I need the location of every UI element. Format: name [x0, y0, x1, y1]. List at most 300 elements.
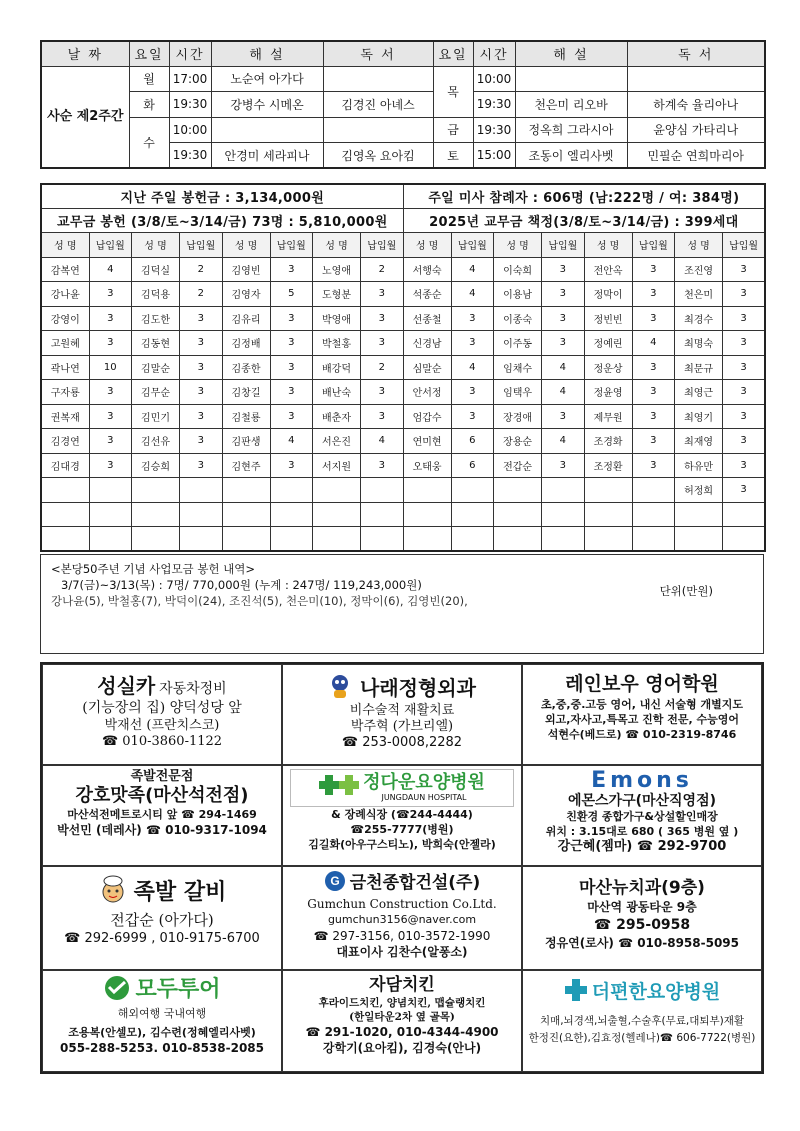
ad-phone: ☎ 253-0008,2282 — [341, 735, 463, 750]
donor-name: 김현주 — [222, 453, 270, 478]
ad-line: 마산석전메트로시티 앞 ☎ 294-1469 — [67, 808, 257, 821]
donor-name: 김판생 — [222, 429, 270, 454]
months-paid — [451, 478, 494, 503]
donor-name: 배난숙 — [313, 380, 361, 405]
schedule-row — [41, 92, 765, 118]
months-paid — [180, 478, 223, 503]
donor-name — [313, 527, 361, 552]
months-paid: 3 — [542, 453, 585, 478]
ad-title: 족발 갈비 — [133, 879, 227, 905]
col-time: 시간 — [169, 41, 211, 66]
commentator: 안경미 세라피나 — [211, 143, 323, 169]
gumchun-logo-icon — [324, 870, 346, 896]
col-name: 성 명 — [41, 232, 89, 257]
ad-line: 초,중,중.고등 영어, 내신 서술형 개별지도 — [540, 698, 744, 711]
months-paid — [632, 502, 675, 527]
anniversary-names: 강나윤(5), 박철홍(7), 박덕이(24), 조진석(5), 천은미(10), 정막이(6), 김영빈(20), — [51, 594, 468, 608]
ad-line: & 장례식장 (☎244-4444) — [331, 808, 473, 821]
offering-summary-row — [41, 184, 765, 208]
ad-line: 마산역 광동타운 9층 — [587, 900, 697, 914]
months-paid: 3 — [723, 404, 766, 429]
ad-line: 외고,자사고,특목고 진학 전문, 수능영어 — [544, 713, 740, 726]
ad-phone: ☎ 291-1020, 010-4344-4900 — [305, 1025, 499, 1039]
time: 19:30 — [169, 143, 211, 169]
ad-subtitle: 자동차정비 — [159, 681, 227, 697]
months-paid — [723, 502, 766, 527]
donor-name — [132, 502, 180, 527]
months-paid: 3 — [270, 331, 313, 356]
months-paid: 3 — [632, 306, 675, 331]
col-month: 납입월 — [632, 232, 675, 257]
months-paid: 3 — [361, 282, 404, 307]
donor-name: 노영애 — [313, 257, 361, 282]
months-paid: 3 — [723, 380, 766, 405]
months-paid: 3 — [451, 404, 494, 429]
donor-name: 김정배 — [222, 331, 270, 356]
donor-name: 정막이 — [584, 282, 632, 307]
months-paid — [270, 502, 313, 527]
ad-contact: 조용복(안셀모), 김수련(정혜엘리사벳) — [68, 1026, 256, 1039]
anniversary-title: <본당50주년 기념 사업모금 봉헌 내역> — [51, 562, 256, 576]
day: 금 — [433, 117, 473, 143]
col-month: 납입월 — [723, 232, 766, 257]
ad-owner: 박주혁 (가브리엘) — [350, 719, 454, 734]
months-paid — [542, 527, 585, 552]
ad-orthopedics — [282, 664, 522, 765]
months-paid: 2 — [180, 257, 223, 282]
donor-name — [222, 478, 270, 503]
donor-name: 석종순 — [403, 282, 451, 307]
months-paid — [723, 527, 766, 552]
donor-name — [494, 478, 542, 503]
donor-name: 전안옥 — [584, 257, 632, 282]
dues-offering: 교무금 봉헌 (3/8/토~3/14/금) 73명 : 5,810,000원 — [41, 208, 403, 232]
donor-name: 김대경 — [41, 453, 89, 478]
col-month: 납입월 — [542, 232, 585, 257]
mass-attendance: 주일 미사 참례자 : 606명 (남:222명 / 여: 384명) — [403, 184, 765, 208]
ad-phone: ☎ 297-3156, 010-3572-1990 — [313, 929, 491, 943]
donor-name: 최경수 — [675, 306, 723, 331]
offering-row — [41, 453, 765, 478]
months-paid: 3 — [270, 404, 313, 429]
months-paid: 3 — [542, 306, 585, 331]
donor-name: 조진영 — [675, 257, 723, 282]
day: 목 — [433, 66, 473, 117]
donor-name: 곽나연 — [41, 355, 89, 380]
donor-name: 도형분 — [313, 282, 361, 307]
offering-row — [41, 380, 765, 405]
commentator: 노순여 아가다 — [211, 66, 323, 92]
commentator: 천은미 리오바 — [515, 92, 627, 118]
offering-table — [40, 183, 766, 552]
months-paid: 4 — [451, 355, 494, 380]
months-paid: 3 — [361, 453, 404, 478]
donor-name — [675, 527, 723, 552]
months-paid — [451, 527, 494, 552]
donor-name: 허정희 — [675, 478, 723, 503]
ad-title: 더편한요양병원 — [591, 981, 721, 1003]
months-paid: 6 — [451, 453, 494, 478]
ad-owner: 박재선 (프란치스코) — [104, 718, 220, 733]
months-paid: 3 — [632, 453, 675, 478]
months-paid: 3 — [723, 282, 766, 307]
months-paid: 3 — [542, 257, 585, 282]
commentator — [515, 66, 627, 92]
donor-name: 연미현 — [403, 429, 451, 454]
donor-name: 이숙희 — [494, 257, 542, 282]
months-paid — [542, 502, 585, 527]
donor-name: 정운상 — [584, 355, 632, 380]
donor-name — [584, 502, 632, 527]
donor-name: 전갑순 — [494, 453, 542, 478]
time: 17:00 — [169, 66, 211, 92]
donor-name: 임채수 — [494, 355, 542, 380]
donor-name: 김철룡 — [222, 404, 270, 429]
donor-name: 제무원 — [584, 404, 632, 429]
months-paid: 3 — [89, 331, 132, 356]
schedule-row — [41, 117, 765, 143]
mascot-icon — [328, 673, 352, 703]
time: 15:00 — [473, 143, 515, 169]
reader: 민필순 연희마리아 — [627, 143, 765, 169]
months-paid: 3 — [270, 380, 313, 405]
donor-name: 안서정 — [403, 380, 451, 405]
ad-location: (기능장의 집) 양덕성당 앞 — [82, 700, 242, 716]
months-paid: 4 — [270, 429, 313, 454]
ad-subtitle: 족발전문점 — [130, 769, 194, 784]
months-paid — [89, 478, 132, 503]
col-month: 납입월 — [89, 232, 132, 257]
reader: 하계숙 율리아나 — [627, 92, 765, 118]
months-paid: 3 — [180, 429, 223, 454]
donor-name — [132, 527, 180, 552]
day: 토 — [433, 143, 473, 169]
offering-row — [41, 404, 765, 429]
months-paid: 3 — [270, 257, 313, 282]
ad-title: 나래정형외과 — [360, 676, 476, 700]
col-month: 납입월 — [270, 232, 313, 257]
months-paid: 3 — [180, 404, 223, 429]
months-paid: 2 — [361, 355, 404, 380]
months-paid: 3 — [89, 380, 132, 405]
hospital-logo-icon — [319, 771, 359, 805]
donor-name: 강나윤 — [41, 282, 89, 307]
donor-name: 최재영 — [675, 429, 723, 454]
months-paid: 3 — [270, 453, 313, 478]
months-paid: 3 — [723, 453, 766, 478]
ad-contact: 김길화(아우구스티노), 박희숙(안젤라) — [308, 838, 496, 851]
ad-title: 금천종합건설(주) — [349, 873, 481, 893]
donor-name — [41, 502, 89, 527]
ad-contact: 정유연(로사) ☎ 010-8958-5095 — [544, 936, 740, 950]
offering-header-row — [41, 232, 765, 257]
donor-name: 배춘자 — [313, 404, 361, 429]
donor-name: 오태웅 — [403, 453, 451, 478]
col-month: 납입월 — [361, 232, 404, 257]
donor-name: 김종한 — [222, 355, 270, 380]
ad-contact: 박선민 (데레사) ☎ 010-9317-1094 — [57, 823, 267, 837]
donor-name — [41, 527, 89, 552]
months-paid — [89, 527, 132, 552]
months-paid: 3 — [361, 380, 404, 405]
donor-name: 이용남 — [494, 282, 542, 307]
donor-name: 김민기 — [132, 404, 180, 429]
day: 월 — [129, 66, 169, 92]
months-paid: 4 — [451, 282, 494, 307]
months-paid: 3 — [723, 355, 766, 380]
months-paid: 3 — [89, 282, 132, 307]
offering-summary-row — [41, 208, 765, 232]
ad-owner: 전갑순 (아가다) — [110, 911, 214, 929]
donor-name — [584, 478, 632, 503]
months-paid: 4 — [542, 429, 585, 454]
ad-phone: ☎ 292-6999 , 010-9175-6700 — [64, 931, 260, 946]
donor-name — [403, 478, 451, 503]
ad-line: 치매,뇌경색,뇌출혈,수술후(무료,대퇴부)재활 — [539, 1015, 745, 1027]
reader — [627, 66, 765, 92]
months-paid: 3 — [723, 257, 766, 282]
anniversary-unit: 단위(만원) — [659, 584, 713, 598]
donor-name: 김동현 — [132, 331, 180, 356]
ad-furniture — [522, 765, 762, 866]
donor-name: 엄갑수 — [403, 404, 451, 429]
months-paid: 3 — [451, 331, 494, 356]
months-paid: 3 — [180, 453, 223, 478]
months-paid: 4 — [361, 429, 404, 454]
time: 10:00 — [473, 66, 515, 92]
donor-name: 천은미 — [675, 282, 723, 307]
months-paid: 3 — [270, 306, 313, 331]
ad-galbi — [42, 866, 282, 970]
ad-title: 에몬스가구(마산직영점) — [567, 793, 717, 809]
commentator: 정옥희 그라시아 — [515, 117, 627, 143]
col-name: 성 명 — [675, 232, 723, 257]
donor-name: 박철홍 — [313, 331, 361, 356]
donor-name: 최영근 — [675, 380, 723, 405]
ad-nursing-hospital — [282, 765, 522, 866]
months-paid: 3 — [723, 306, 766, 331]
donor-name: 서은진 — [313, 429, 361, 454]
ad-title: 자담치킨 — [369, 975, 435, 995]
donor-name — [675, 502, 723, 527]
months-paid: 3 — [723, 429, 766, 454]
months-paid: 3 — [542, 282, 585, 307]
col-day: 요일 — [129, 41, 169, 66]
months-paid: 3 — [632, 380, 675, 405]
col-reading: 독 서 — [627, 41, 765, 66]
offering-row — [41, 331, 765, 356]
ads-grid — [40, 662, 764, 1074]
months-paid: 6 — [451, 429, 494, 454]
emons-logo: Emons — [591, 768, 693, 793]
offering-row — [41, 306, 765, 331]
months-paid: 4 — [632, 331, 675, 356]
ad-phone: 055-288-5253. 010-8538-2085 — [60, 1041, 264, 1055]
reader: 김경진 아녜스 — [323, 92, 433, 118]
months-paid: 3 — [180, 331, 223, 356]
ad-english-academy — [522, 664, 762, 765]
donor-name: 서행숙 — [403, 257, 451, 282]
donor-name: 선종철 — [403, 306, 451, 331]
col-name: 성 명 — [132, 232, 180, 257]
commentator: 강병수 시메온 — [211, 92, 323, 118]
col-day: 요일 — [433, 41, 473, 66]
schedule-row — [41, 66, 765, 92]
months-paid — [270, 527, 313, 552]
donor-name: 정윤영 — [584, 380, 632, 405]
donor-name: 김영빈 — [222, 257, 270, 282]
donor-name: 김덕용 — [132, 282, 180, 307]
months-paid — [89, 502, 132, 527]
months-paid — [632, 478, 675, 503]
col-name: 성 명 — [222, 232, 270, 257]
donor-name: 김경연 — [41, 429, 89, 454]
modetour-logo-icon — [103, 974, 131, 1006]
ad-construction — [282, 866, 522, 970]
donor-name — [41, 478, 89, 503]
donor-name: 김말순 — [132, 355, 180, 380]
col-name: 성 명 — [584, 232, 632, 257]
last-week-offering: 지난 주일 봉헌금 : 3,134,000원 — [41, 184, 403, 208]
offering-row — [41, 502, 765, 527]
ad-title: 모두투어 — [135, 977, 221, 1002]
ad-care-hospital — [522, 970, 762, 1072]
ad-line: ☎255-7777(병원) — [350, 823, 454, 836]
donor-name — [403, 502, 451, 527]
offering-body — [41, 257, 765, 551]
time: 10:00 — [169, 117, 211, 143]
chef-icon — [98, 875, 128, 909]
donor-name: 최영기 — [675, 404, 723, 429]
anniversary-summary: 3/7(금)~3/13(목) : 7명/ 770,000원 (누계 : 247명/ 119,243,000원) — [61, 578, 422, 592]
donor-name: 정예린 — [584, 331, 632, 356]
months-paid: 2 — [361, 257, 404, 282]
months-paid: 3 — [180, 306, 223, 331]
months-paid: 3 — [632, 355, 675, 380]
ad-subtitle: 해외여행 국내여행 — [117, 1007, 207, 1020]
ad-contact: 한정진(요한),김효정(헬레나)☎ 606-7722(병원) — [528, 1032, 756, 1044]
day: 화 — [129, 92, 169, 118]
months-paid: 3 — [361, 331, 404, 356]
ad-contact: 강학기(요아킴), 김경숙(안나) — [322, 1041, 482, 1055]
donor-name — [584, 527, 632, 552]
donor-name: 조정환 — [584, 453, 632, 478]
ad-line: (한일타운2차 옆 골목) — [349, 1011, 455, 1023]
svg-text:G: G — [330, 874, 340, 888]
donor-name — [313, 502, 361, 527]
donor-name: 고원혜 — [41, 331, 89, 356]
ad-line: 친환경 종합가구&상설할인매장 — [566, 810, 718, 823]
donor-name: 하유만 — [675, 453, 723, 478]
donor-name — [403, 527, 451, 552]
ad-title: 정다운요양병원 — [363, 772, 485, 793]
ad-title: 마산뉴치과(9층) — [579, 878, 705, 898]
schedule-table — [40, 40, 766, 169]
months-paid: 3 — [180, 355, 223, 380]
ad-chicken — [282, 970, 522, 1072]
donor-name: 배강덕 — [313, 355, 361, 380]
months-paid — [542, 478, 585, 503]
donor-name: 심말순 — [403, 355, 451, 380]
months-paid — [451, 502, 494, 527]
col-month: 납입월 — [451, 232, 494, 257]
months-paid: 4 — [542, 355, 585, 380]
months-paid: 3 — [180, 380, 223, 405]
donor-name — [313, 478, 361, 503]
donor-name: 임택우 — [494, 380, 542, 405]
commentator — [211, 117, 323, 143]
donor-name: 이주동 — [494, 331, 542, 356]
reader: 김영옥 요아킴 — [323, 143, 433, 169]
reader — [323, 66, 433, 92]
col-name: 성 명 — [494, 232, 542, 257]
col-date: 날 짜 — [41, 41, 129, 66]
months-paid: 5 — [270, 282, 313, 307]
dues-assessment: 2025년 교무금 책정(3/8/토~3/14/금) : 399세대 — [403, 208, 765, 232]
donor-name: 박영애 — [313, 306, 361, 331]
donor-name: 감복연 — [41, 257, 89, 282]
donor-name — [222, 502, 270, 527]
donor-name: 조경화 — [584, 429, 632, 454]
donor-name: 이종숙 — [494, 306, 542, 331]
anniversary-box — [40, 554, 764, 654]
donor-name — [132, 478, 180, 503]
donor-name: 김무순 — [132, 380, 180, 405]
commentator: 조동이 엘리사벳 — [515, 143, 627, 169]
donor-name: 김승희 — [132, 453, 180, 478]
ad-title: 강호맛족(마산석전점) — [75, 785, 249, 806]
col-commentary: 해 설 — [515, 41, 627, 66]
months-paid: 3 — [723, 478, 766, 503]
months-paid: 3 — [632, 429, 675, 454]
offering-row — [41, 527, 765, 552]
ad-car-repair — [42, 664, 282, 765]
donor-name: 최명숙 — [675, 331, 723, 356]
ad-line: 위치 : 3.15대로 680 ( 365 병원 옆 ) — [545, 825, 739, 838]
donor-name: 김덕실 — [132, 257, 180, 282]
months-paid: 3 — [632, 404, 675, 429]
months-paid: 3 — [451, 380, 494, 405]
donor-name: 강영이 — [41, 306, 89, 331]
time: 19:30 — [473, 117, 515, 143]
ad-phone: ☎ 295-0958 — [593, 917, 691, 933]
offering-row — [41, 355, 765, 380]
months-paid: 2 — [180, 282, 223, 307]
ad-title-en: Gumchun Construction Co.Ltd. — [307, 897, 497, 911]
ad-phone: ☎ 010-3860-1122 — [101, 734, 223, 749]
week-label: 사순 제2주간 — [41, 66, 129, 168]
donor-name: 김도한 — [132, 306, 180, 331]
donor-name: 김영자 — [222, 282, 270, 307]
ad-contact: 대표이사 김찬수(알퐁소) — [336, 945, 468, 959]
ad-email: gumchun3156@naver.com — [327, 913, 477, 926]
day: 수 — [129, 117, 169, 168]
col-name: 성 명 — [403, 232, 451, 257]
donor-name: 권복재 — [41, 404, 89, 429]
months-paid: 3 — [723, 331, 766, 356]
ad-travel — [42, 970, 282, 1072]
months-paid — [361, 527, 404, 552]
months-paid — [180, 502, 223, 527]
donor-name: 장용순 — [494, 429, 542, 454]
months-paid — [632, 527, 675, 552]
months-paid: 3 — [632, 282, 675, 307]
months-paid: 3 — [542, 404, 585, 429]
ad-contact: 강근혜(젬마) ☎ 292-9700 — [557, 839, 727, 854]
ad-dental — [522, 866, 762, 970]
donor-name: 서지원 — [313, 453, 361, 478]
col-commentary: 해 설 — [211, 41, 323, 66]
